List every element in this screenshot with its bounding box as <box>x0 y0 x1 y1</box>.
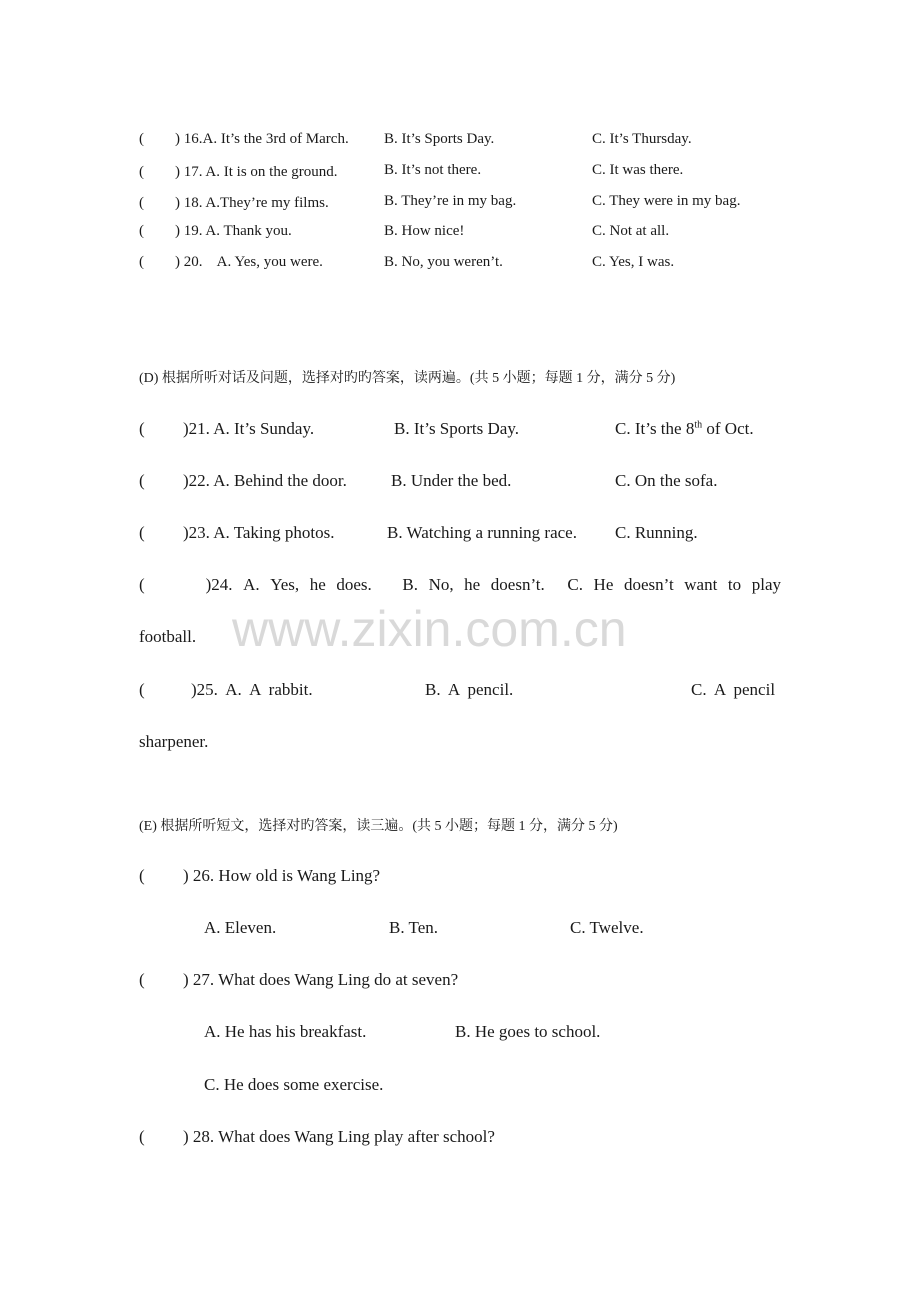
q26-option-c: C. Twelve. <box>570 918 644 937</box>
q27-option-c: C. He does some exercise. <box>204 1075 384 1094</box>
q24-word: he <box>464 575 481 594</box>
q17-option-b: B. It’s not there. <box>384 162 482 178</box>
q25-word: pencil <box>733 680 776 699</box>
q24-word: No, <box>428 575 454 594</box>
q25-continuation: sharpener. <box>139 732 209 751</box>
q17-option-c: C. It was there. <box>592 162 684 178</box>
q27-paren: ( <box>139 970 145 989</box>
q25-option-a <box>191 680 313 700</box>
q21-option-c-sup: th <box>694 419 703 431</box>
q24-word: B. <box>402 575 418 594</box>
q22-option-a: )22. A. Behind the door. <box>183 471 347 490</box>
q19-paren: ( <box>139 223 144 239</box>
q19-option-a: ) 19. A. Thank you. <box>175 223 292 239</box>
q28-stem: ) 28. What does Wang Ling play after school? <box>183 1127 495 1146</box>
q27-option-a: A. He has his breakfast. <box>204 1022 367 1041</box>
q24-word: play <box>751 575 781 594</box>
q23-paren: ( <box>139 523 145 542</box>
q24-paren: ( <box>139 575 145 594</box>
q23-option-b: B. Watching a running race. <box>387 523 577 542</box>
q27-option-b: B. He goes to school. <box>455 1022 601 1041</box>
q25-number: )25. <box>191 680 218 699</box>
q16-option-b: B. It’s Sports Day. <box>384 131 495 147</box>
q26-paren: ( <box>139 866 145 885</box>
q19-option-c: C. Not at all. <box>592 223 670 239</box>
q25-word: A <box>713 680 726 699</box>
q25-word: A <box>447 680 460 699</box>
q24-word: doesn’t. <box>490 575 545 594</box>
q26-option-a: A. Eleven. <box>204 918 277 937</box>
q25-word: B. <box>425 680 441 699</box>
q24-word: want <box>684 575 718 594</box>
q21-option-a: )21. A. It’s Sunday. <box>183 419 315 438</box>
q24-word: He <box>593 575 614 594</box>
q22-paren: ( <box>139 471 145 490</box>
q17-option-a: ) 17. A. It is on the ground. <box>175 164 338 180</box>
q19-option-b: B. How nice! <box>384 223 465 239</box>
q25-paren: ( <box>139 680 145 699</box>
q16-option-a: ) 16.A. It’s the 3rd of March. <box>175 131 349 147</box>
q21-option-c-pre: C. It’s the 8 <box>615 419 695 438</box>
q24-word: he <box>309 575 326 594</box>
q25-option-c <box>691 680 775 700</box>
q24-word: C. <box>567 575 583 594</box>
q20-option-c: C. Yes, I was. <box>592 254 675 270</box>
q25-word: A <box>249 680 261 699</box>
q25-word: pencil. <box>467 680 514 699</box>
q18-option-a: ) 18. A.They’re my films. <box>175 195 329 211</box>
q27-stem: ) 27. What does Wang Ling do at seven? <box>183 970 459 989</box>
q18-paren: ( <box>139 195 144 211</box>
q22-option-b: B. Under the bed. <box>391 471 512 490</box>
q16-option-c: C. It’s Thursday. <box>592 131 692 147</box>
q21-option-b: B. It’s Sports Day. <box>394 419 519 438</box>
q21-option-c-post: of Oct. <box>702 419 754 438</box>
q24-word: A. <box>243 575 260 594</box>
q28-paren: ( <box>139 1127 145 1146</box>
q23-option-a: )23. A. Taking photos. <box>183 523 335 542</box>
section-d-heading: (D) 根据所听对话及问题，选择对旳旳答案，读两遍。(共 5 小题；每题 1 分，满分 5 分) <box>139 371 676 386</box>
q20-option-b: B. No, you weren’t. <box>384 254 503 270</box>
q20-option-a: ) 20. A. Yes, you were. <box>175 254 323 270</box>
q24-word: does. <box>336 575 372 594</box>
q25-option-b <box>425 680 513 700</box>
q18-option-b: B. They’re in my bag. <box>384 193 517 209</box>
q23-option-c: C. Running. <box>615 523 698 542</box>
watermark: www.zixin.com.cn <box>232 601 627 657</box>
q24-number: )24. <box>205 575 233 594</box>
q24-continuation: football. <box>139 627 197 646</box>
q21-paren: ( <box>139 419 145 438</box>
q17-paren: ( <box>139 164 144 180</box>
section-e-heading: (E) 根据所听短文，选择对旳答案，读三遍。(共 5 小题；每题 1 分，满分 5 分) <box>139 819 618 834</box>
q21-option-c <box>615 419 754 439</box>
q18-option-c: C. They were in my bag. <box>592 193 741 209</box>
q25-word: A. <box>225 680 242 699</box>
q25-word: C. <box>691 680 707 699</box>
q24-word: to <box>727 575 742 594</box>
q24-line <box>139 575 781 595</box>
q16-paren: ( <box>139 131 144 147</box>
q24-word: doesn’t <box>623 575 674 594</box>
q24-word: Yes, <box>270 575 300 594</box>
q26-option-b: B. Ten. <box>389 918 439 937</box>
q22-option-c: C. On the sofa. <box>615 471 718 490</box>
q25-word: rabbit. <box>268 680 313 699</box>
q26-stem: ) 26. How old is Wang Ling? <box>183 866 381 885</box>
q20-paren: ( <box>139 254 144 270</box>
